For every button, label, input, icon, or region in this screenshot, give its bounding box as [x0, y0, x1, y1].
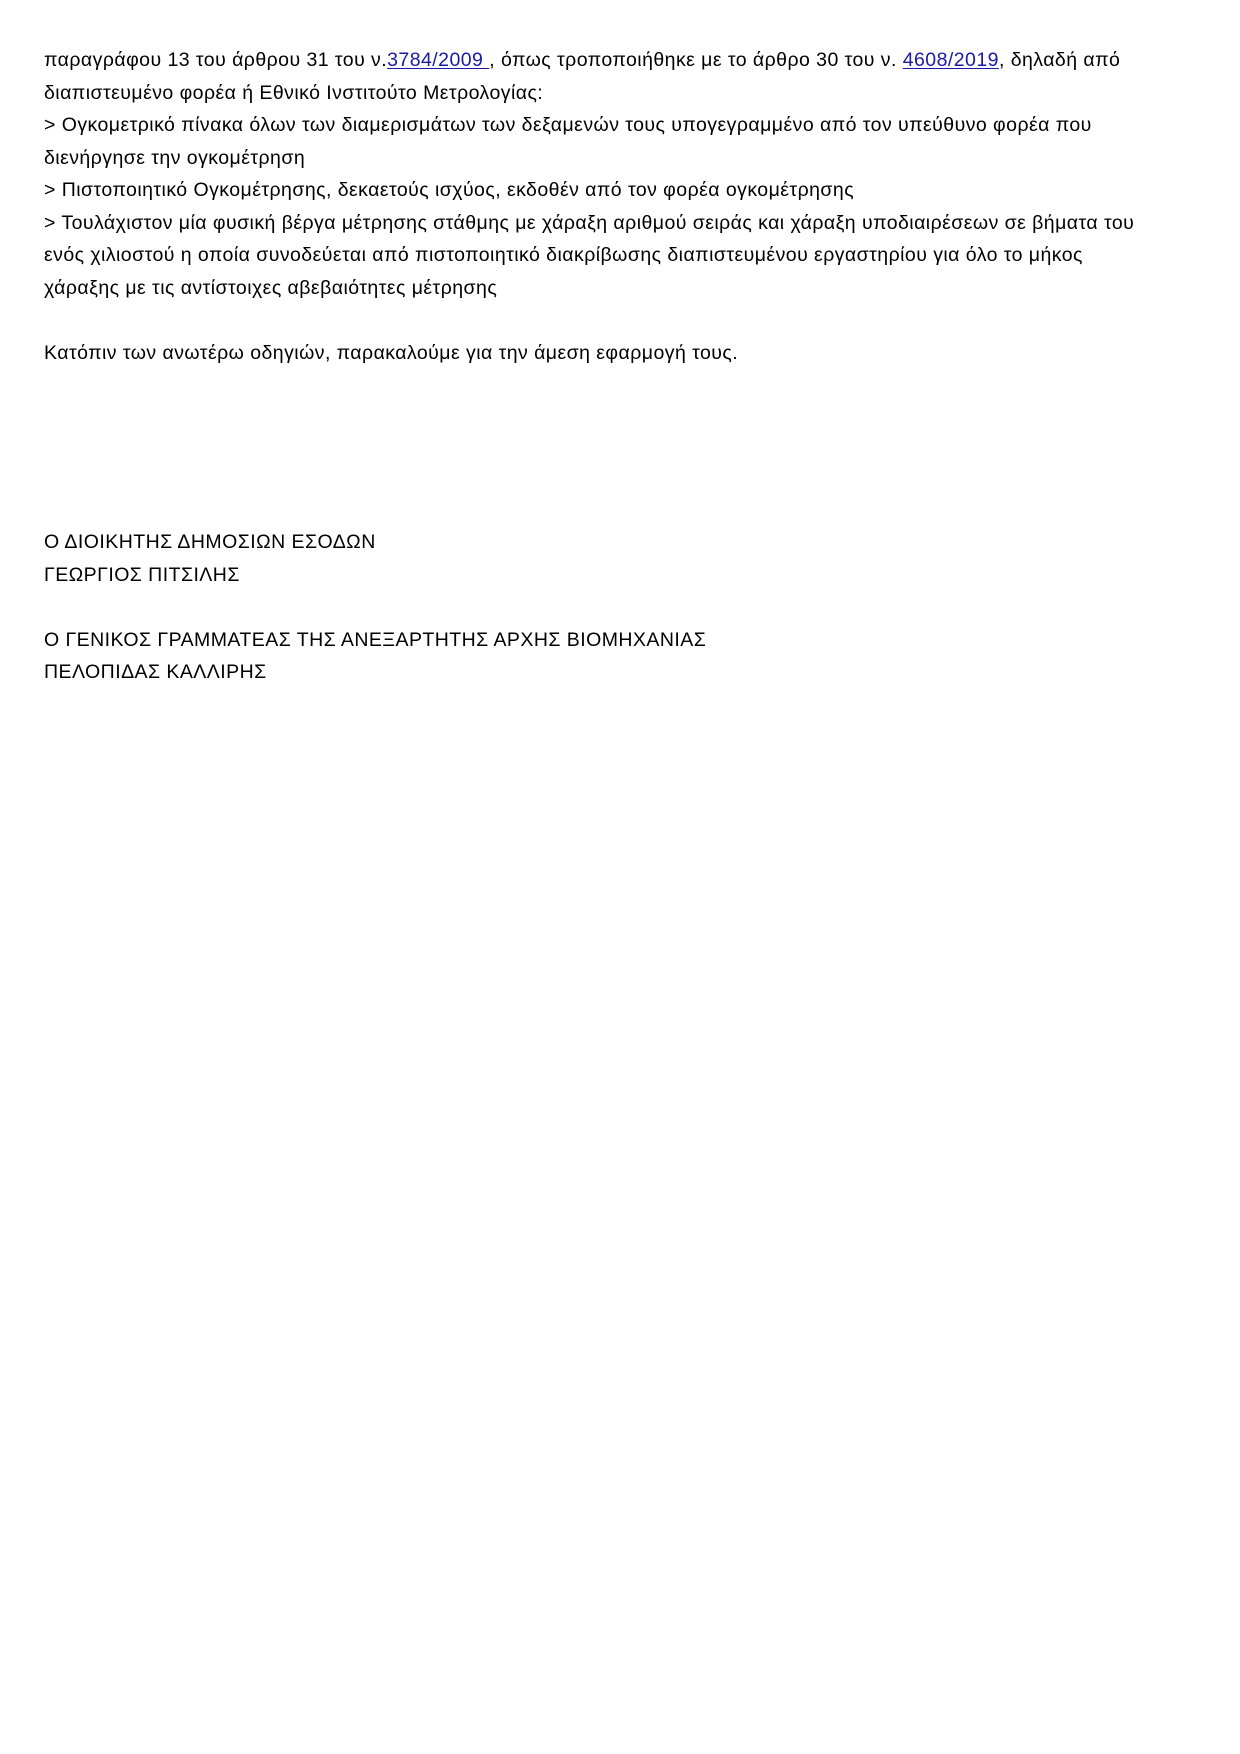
paragraph-line [44, 44, 1204, 77]
spacer [44, 304, 1204, 337]
paragraph-text: , όπως τροποποιήθηκε με το άρθρο 30 του ν. [489, 49, 903, 71]
document-body [44, 44, 1204, 369]
law-3784-2009-link[interactable]: 3784/2009 [387, 49, 490, 71]
signatory-title: Ο ΓΕΝΙΚΟΣ ΓΡΑΜΜΑΤΕΑΣ ΤΗΣ ΑΝΕΞΑΡΤΗΤΗΣ ΑΡΧΗΣ ΒΙΟΜΗΧΑΝΙΑΣ [44, 628, 707, 651]
bullet-dipstick: > Τουλάχιστον μία φυσική βέργα μέτρησης στάθμης με χάραξη αριθμού σειράς και χάραξη υποδιαιρέσεων σε βήματα του [44, 211, 1135, 234]
signatory-name: ΠΕΛΟΠΙΔΑΣ ΚΑΛΛΙΡΗΣ [44, 661, 267, 683]
bullet-volumetric-certificate: > Πιστοποιητικό Ογκομέτρησης, δεκαετούς ισχύος, εκδοθέν από τον φορέα ογκομέτρησης [44, 179, 855, 201]
signatory-title: Ο ΔΙΟΙΚΗΤΗΣ ΔΗΜΟΣΙΩΝ ΕΣΟΔΩΝ [44, 531, 376, 553]
bullet-volumetric-table: > Ογκομετρικό πίνακα όλων των διαμερισμάτων των δεξαμενών τους υπογεγραμμένο από τον υπεύθυνο φορέα που [44, 114, 1092, 136]
signature-block [44, 526, 1204, 689]
bullet-dipstick-cont: ενός χιλιοστού η οποία συνοδεύεται από πιστοποιητικό διακρίβωσης διαπιστευμένου εργαστηρίου για όλο το μήκος [44, 244, 1083, 266]
bullet-dipstick-cont: χάραξης με τις αντίστοιχες αβεβαιότητες μέτρησης [44, 276, 498, 299]
paragraph-text: , δηλαδή από [998, 49, 1121, 71]
signatory-name: ΓΕΩΡΓΙΟΣ ΠΙΤΣΙΛΗΣ [44, 563, 240, 586]
bullet-volumetric-table-cont: διενήργησε την ογκομέτρηση [44, 146, 306, 169]
law-4608-2019-link[interactable]: 4608/2019 [902, 49, 999, 71]
spacer [44, 591, 1204, 624]
paragraph-line: διαπιστευμένο φορέα ή Εθνικό Ινστιτούτο Μετρολογίας: [44, 81, 544, 104]
paragraph-text: παραγράφου 13 του άρθρου 31 του ν. [44, 49, 388, 71]
closing-sentence: Κατόπιν των ανωτέρω οδηγιών, παρακαλούμε για την άμεση εφαρμογή τους. [44, 341, 739, 364]
